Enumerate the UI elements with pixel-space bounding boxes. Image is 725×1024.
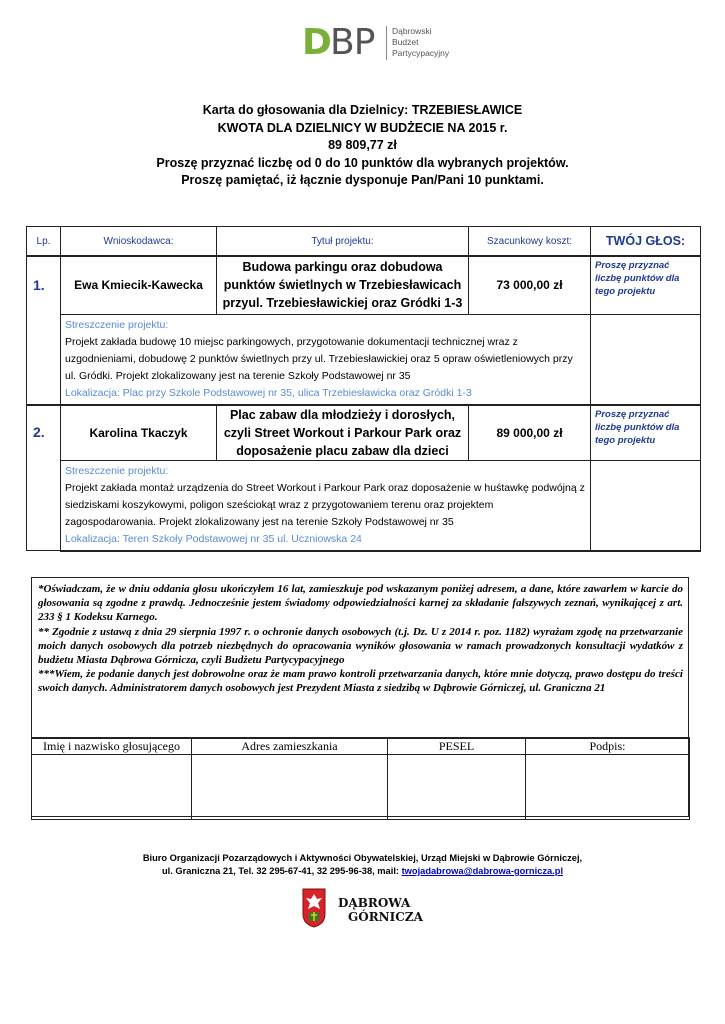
signature-input-row	[32, 755, 690, 820]
footer-office: Biuro Organizacji Pozarządowych i Aktywności Obywatelskiej, Urząd Miejski w Dąbrowie Górniczej,	[142, 853, 583, 863]
heading-amount: 89 809,77 zł	[328, 138, 397, 152]
logo-separator	[386, 26, 387, 60]
city-line-2: GÓRNICZA	[348, 910, 423, 924]
summary-location: Lokalizacja: Plac przy Szkole Podstawowej nr 35, ulica Trzebiesławicka oraz Gródki 1-3	[65, 386, 472, 399]
project-title: Plac zabaw dla młodzieży i dorosłych, czyli Street Workout i Parkour Park oraz doposażenie placu zabaw dla dzieci	[217, 405, 469, 461]
signature-field[interactable]	[526, 755, 690, 820]
declaration-text	[38, 582, 683, 696]
summary-text: Projekt zakłada budowę 10 miejsc parkingowych, przygotowanie dokumentacji technicznej wraz z uzgodnieniami, dobudowę 2 punktów świetlnych przy ul. Trzebiesławickiej oraz 5 opraw oświetleniowych przy ul. Gródki. Projekt zlokalizowany jest na terenie Szkoły Podstawowej nr 35	[65, 335, 573, 382]
logo-line-3: Partycypacyjny	[392, 48, 450, 58]
heading-instruction: Proszę przyznać liczbę od 0 do 10 punktów dla wybranych projektów.	[156, 155, 569, 170]
signature-header-row	[32, 738, 690, 755]
sig-header-pesel: PESEL	[388, 738, 526, 755]
projects-table	[26, 226, 701, 552]
sig-header-name: Imię i nazwisko głosującego	[32, 738, 192, 755]
heading-district: Karta do głosowania dla Dzielnicy: TRZEBIESŁAWICE	[202, 103, 523, 117]
logo-line-2: Budżet	[392, 37, 419, 47]
header-title: Tytuł projektu:	[217, 227, 469, 257]
email-link[interactable]: twojadabrowa@dabrowa-gornicza.pl	[401, 866, 564, 876]
summary-label: Streszczenie projektu:	[65, 464, 169, 477]
project-row	[27, 405, 701, 461]
ballot-heading	[0, 102, 725, 190]
project-applicant: Ewa Kmiecik-Kawecka	[61, 256, 217, 314]
header-vote: TWÓJ GŁOS:	[591, 227, 701, 257]
city-name	[338, 896, 423, 924]
footer-contact	[0, 865, 725, 878]
vote-hint: Proszę przyznać liczbę punktów dla tego projektu	[591, 405, 701, 461]
heading-reminder: Proszę pamiętać, iż łącznie dysponuje Pan/Pani 10 punktami.	[181, 173, 544, 187]
header-applicant: Wnioskodawca:	[61, 227, 217, 257]
name-field[interactable]	[32, 755, 192, 820]
project-number: 2.	[27, 405, 61, 551]
header-lp: Lp.	[27, 227, 61, 257]
project-summary-row	[27, 460, 701, 551]
vote-input-cell[interactable]	[591, 314, 701, 405]
signature-table	[31, 737, 690, 820]
city-crest-icon	[302, 888, 326, 928]
logo-letter-d: D	[302, 22, 332, 63]
project-cost: 73 000,00 zł	[469, 256, 591, 314]
project-summary	[61, 460, 591, 551]
project-summary	[61, 314, 591, 405]
address-field[interactable]	[192, 755, 388, 820]
vote-input-cell[interactable]	[591, 460, 701, 551]
summary-text: Projekt zakłada montaż urządzenia do Street Workout i Parkour Park oraz doposażenie w huśtawkę podwójną z siedziskami koszykowymi, poligon sześciokąt wraz z przygotowaniem terenu oraz projektem zagospodarowania. Projekt zlokalizowany jest na terenie Szkoły Podstawowej nr 35	[65, 481, 585, 528]
sig-header-signature: Podpis:	[526, 738, 690, 755]
project-number: 1.	[27, 256, 61, 405]
pesel-field[interactable]	[388, 755, 526, 820]
logo-line-1: Dąbrowski	[392, 26, 432, 36]
project-applicant: Karolina Tkaczyk	[61, 405, 217, 461]
heading-budget: KWOTA DLA DZIELNICY W BUDŻECIE NA 2015 r.	[217, 120, 508, 135]
project-summary-row	[27, 314, 701, 405]
declaration-p2: ** Zgodnie z ustawą z dnia 29 sierpnia 1997 r. o ochronie danych osobowych (t.j. Dz. U z 2014 r. poz. 1182) wyrażam zgodę na przetwarzanie moich danych osobowych dla potrzeb niezbędnych do opracowania wyników głosowania w ramach prowadzonych konsultacji wydatków z budżetu Miasta Dąbrowa Górnicza, czyli Budżetu Partycypacyjnego	[38, 625, 683, 667]
city-line-1: DĄBROWA	[338, 896, 411, 910]
summary-label: Streszczenie projektu:	[65, 318, 169, 331]
declaration-p1: *Oświadczam, że w dniu oddania głosu ukończyłem 16 lat, zamieszkuje pod wskazanym poniżej adresem, a dane, które zawarłem w karcie do głosowania są zgodne z prawdą. Jednocześnie jestem świadomy odpowiedzialności karnej za składanie fałszywych zeznań, wynikającej z art. 233 § 1 Kodeksu Karnego.	[38, 583, 683, 624]
header-cost: Szacunkowy koszt:	[469, 227, 591, 257]
sig-header-address: Adres zamieszkania	[192, 738, 388, 755]
project-title: Budowa parkingu oraz dobudowa punktów świetlnych w Trzebiesławicach przyul. Trzebiesławickiej oraz Gródki 1-3	[217, 256, 469, 314]
project-cost: 89 000,00 zł	[469, 405, 591, 461]
logo-text	[392, 26, 449, 59]
footer-address: ul. Graniczna 21, Tel. 32 295-67-41, 32 295-96-38, mail:	[161, 866, 402, 876]
footer	[0, 852, 725, 878]
dbp-logo	[302, 22, 472, 64]
projects-header-row	[27, 227, 701, 257]
logo-letters-bp: BP	[330, 22, 375, 63]
declaration-p3: ***Wiem, że podanie danych jest dobrowolne oraz że mam prawo kontroli przetwarzania danych, które mnie dotyczą, prawo dostępu do treści swoich danych. Administratorem danych osobowych jest Prezydent Miasta z siedzibą w Dąbrowie Górniczej, ul. Graniczna 21	[38, 668, 683, 695]
vote-hint: Proszę przyznać liczbę punktów dla tego projektu	[591, 256, 701, 314]
summary-location: Lokalizacja: Teren Szkoły Podstawowej nr 35 ul. Uczniowska 24	[65, 532, 362, 545]
project-row	[27, 256, 701, 314]
